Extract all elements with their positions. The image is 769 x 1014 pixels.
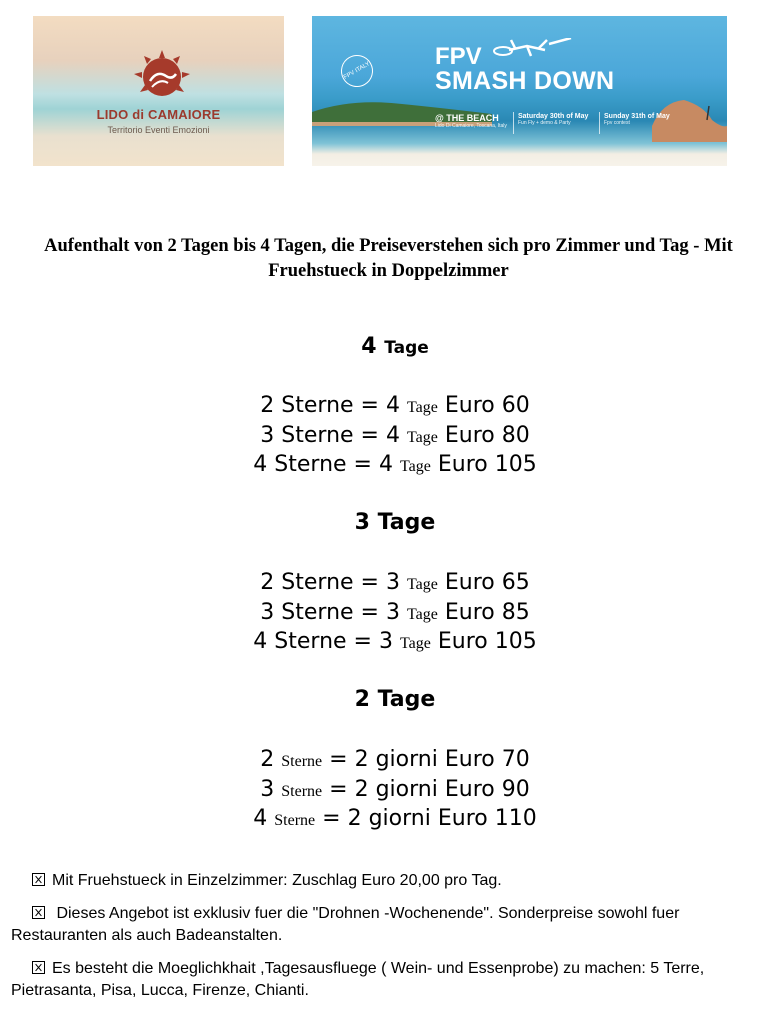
price-row [0, 775, 769, 805]
price-list-4-tage [0, 391, 769, 480]
stars-count: 4 [253, 629, 268, 654]
price: Euro 105 [437, 629, 537, 654]
days-count: 4 [385, 393, 400, 418]
note-item [11, 958, 756, 1002]
days-count: 4 [378, 452, 393, 477]
fpv-title: FPV [435, 43, 482, 70]
fpv-sunday-program: Fpv contest [604, 120, 630, 126]
checkbox-icon [32, 873, 45, 886]
section-unit: Tage [377, 687, 436, 712]
price: Euro 110 [437, 806, 537, 831]
sun-logo-icon [130, 48, 194, 106]
section-title-2-tage [0, 686, 769, 714]
equals-sign: = [360, 393, 379, 418]
note-item [11, 870, 756, 892]
section-number: 3 [354, 510, 370, 535]
equals-sign: = [353, 629, 372, 654]
price: Euro 90 [444, 776, 530, 802]
note-text: Es besteht die Moeglichkhait ,Tagesausfluege ( Wein- und Essenprobe) zu machen: 5 Terre, Pietrasanta, Pisa, Lucca, Firenze, Chianti. [11, 960, 705, 999]
price: Euro 80 [444, 422, 530, 448]
days-count: 2 [354, 776, 369, 802]
price: Euro 60 [444, 393, 530, 418]
section-unit: Tage [377, 510, 436, 535]
days-word: Tage [399, 458, 431, 475]
section-title-3-tage [0, 509, 769, 537]
days-word: giorni [368, 806, 431, 831]
stars-count: 2 [260, 570, 275, 595]
price-row [0, 598, 769, 628]
days-count: 3 [378, 629, 393, 654]
equals-sign: = [360, 570, 379, 595]
fpv-italy-badge: FPV ITALY [335, 49, 379, 93]
fpv-saturday-program: Fun Fly + demo & Party [518, 120, 571, 126]
equals-sign: = [353, 452, 372, 477]
fpv-beach-info [435, 113, 507, 129]
stars-word: Sterne [281, 599, 354, 625]
fpv-sunday-info [604, 113, 670, 126]
section-unit: Tage [384, 338, 429, 358]
stars-count: 3 [260, 776, 275, 802]
stars-word: Sterne [281, 570, 354, 595]
stars-count: 3 [260, 599, 275, 625]
equals-sign: = [322, 806, 341, 831]
price-row [0, 745, 769, 775]
stars-word: Sterne [274, 452, 347, 477]
price-row [0, 421, 769, 451]
stars-count: 2 [260, 393, 275, 418]
note-text: Dieses Angebot ist exklusiv fuer die "Drohnen -Wochenende". Sonderpreise sowohl fuer Restauranten als auch Badeanstalten. [11, 905, 680, 944]
lido-logo-name: LIDO di CAMAIORE [96, 107, 221, 122]
fpv-subtitle: SMASH DOWN [435, 67, 615, 95]
stars-count: 4 [253, 452, 268, 477]
days-count: 3 [385, 599, 400, 625]
lido-di-camaiore-banner[interactable] [33, 16, 284, 166]
price-row [0, 804, 769, 834]
price-list-3-tage [0, 568, 769, 657]
days-word: Tage [406, 576, 438, 593]
fpv-sunday-date: Sunday 31th of May [604, 113, 670, 120]
section-number: 2 [354, 687, 370, 712]
fpv-beach-location: Lido Di Camaiore, Toscana, Italy [435, 123, 507, 129]
equals-sign: = [360, 422, 379, 448]
equals-sign: = [329, 776, 348, 802]
days-word: Tage [399, 635, 431, 652]
fpv-divider [599, 112, 600, 134]
price: Euro 70 [444, 747, 530, 772]
price: Euro 85 [444, 599, 530, 625]
fpv-beach-label: @ THE BEACH [435, 113, 499, 123]
days-count: 4 [385, 422, 400, 448]
days-word: Tage [406, 605, 438, 623]
note-text: Mit Fruehstueck in Einzelzimmer: Zuschlag Euro 20,00 pro Tag. [52, 872, 502, 889]
price-row [0, 450, 769, 480]
days-count: 2 [347, 806, 362, 831]
days-word: Tage [406, 428, 438, 446]
stars-count: 3 [260, 422, 275, 448]
price-row [0, 391, 769, 421]
price: Euro 65 [444, 570, 530, 595]
price-list-2-tage [0, 745, 769, 834]
offer-heading: Aufenthalt von 2 Tagen bis 4 Tagen, die Preiseverstehen sich pro Zimmer und Tag - Mit Fruehstueck in Doppelzimmer [44, 236, 733, 281]
checkbox-icon [32, 961, 45, 974]
stars-word: Sterne [274, 629, 347, 654]
stars-count: 4 [253, 806, 268, 831]
price-row [0, 568, 769, 598]
equals-sign: = [360, 599, 379, 625]
stars-word: Sterne [281, 422, 354, 448]
note-item [11, 903, 756, 947]
days-word: Tage [406, 399, 438, 416]
checkbox-icon [32, 906, 45, 919]
equals-sign: = [329, 747, 348, 772]
days-count: 3 [385, 570, 400, 595]
stars-count: 2 [260, 747, 275, 772]
stars-word: Sterne [281, 393, 354, 418]
stars-word: Sterne [274, 812, 316, 829]
section-number: 4 [361, 334, 377, 359]
stars-word: Sterne [281, 753, 323, 770]
stars-word: Sterne [281, 782, 323, 800]
days-count: 2 [354, 747, 369, 772]
section-title-4-tage [0, 333, 769, 362]
fpv-divider [513, 112, 514, 134]
fpv-saturday-date: Saturday 30th of May [518, 113, 589, 120]
price: Euro 105 [437, 452, 537, 477]
fpv-smash-down-banner[interactable] [312, 16, 727, 166]
lido-logo-tagline: Territorio Eventi Emozioni [107, 125, 210, 135]
drone-icon [487, 38, 577, 66]
days-word: giorni [375, 776, 438, 802]
price-row [0, 627, 769, 657]
fpv-saturday-info [518, 113, 588, 126]
days-word: giorni [375, 747, 438, 772]
